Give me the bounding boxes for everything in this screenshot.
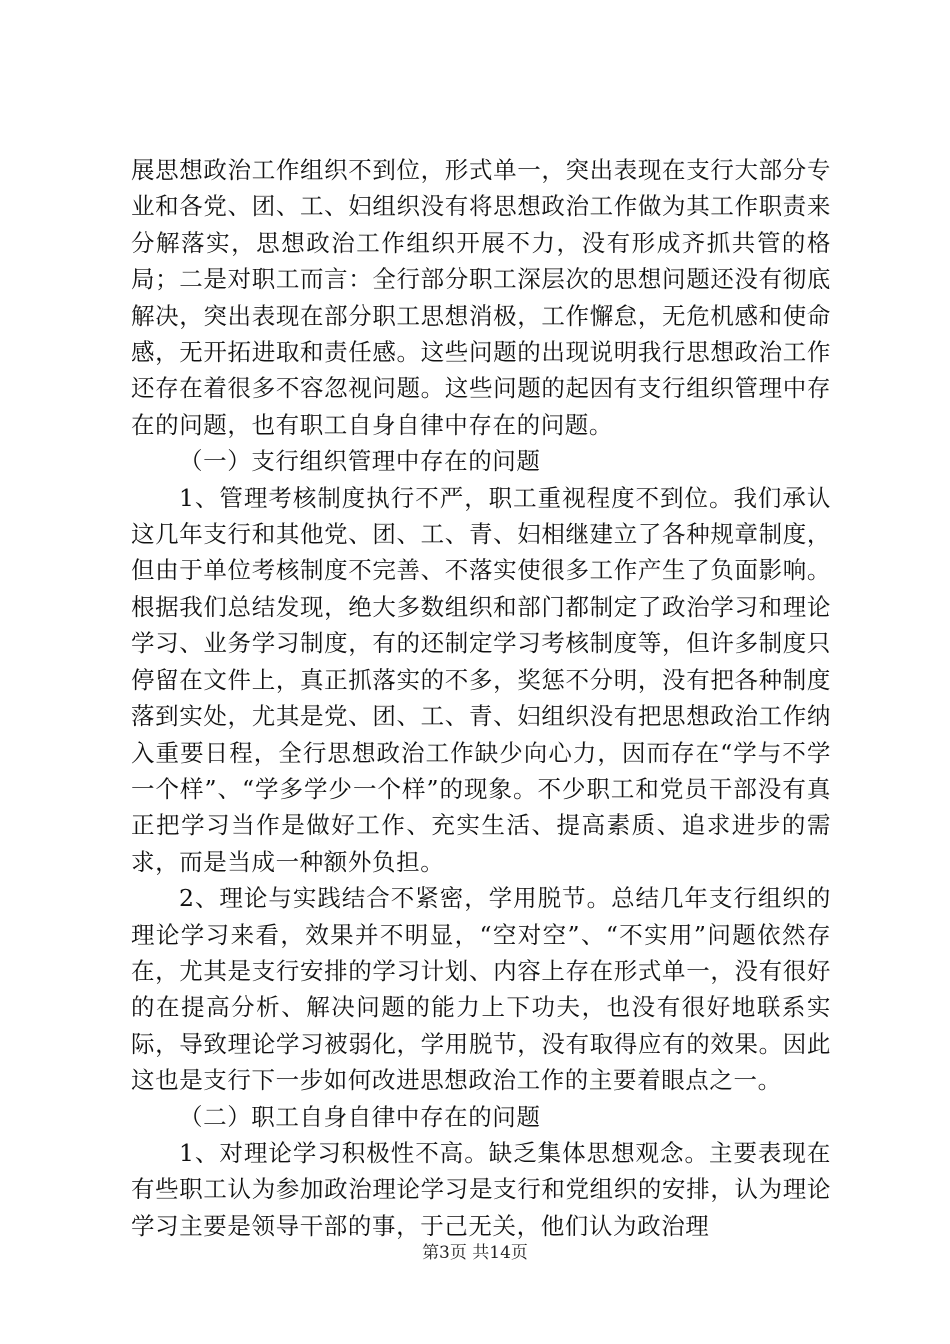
paragraph-point-1-2: 2、理论与实践结合不紧密，学用脱节。总结几年支行组织的理论学习来看，效果并不明显，“空对空”、“不实用”问题依然存在，尤其是支行安排的学习计划、内容上存在形式单一，没有很好的在提高分析、解决问题的能力上下功夫，也没有很好地联系实际，导致理论学习被弱化，学用脱节，没有取得应有的效果。因此这也是支行下一步如何改进思想政治工作的主要着眼点之一。 (131, 884, 831, 1095)
paragraph-intro: 展思想政治工作组织不到位，形式单一，突出表现在支行大部分专业和各党、团、工、妇组织没有将思想政治工作做为其工作职责来分解落实，思想政治工作组织开展不力，没有形成齐抓共管的格局；二是对职工而言：全行部分职工深层次的思想问题还没有彻底解决，突出表现在部分职工思想消极，工作懈怠，无危机感和使命感，无开拓进取和责任感。这些问题的出现说明我行思想政治工作还存在着很多不容忽视问题。这些问题的起因有支行组织管理中存在的问题，也有职工自身自律中存在的问题。 (131, 156, 831, 439)
paragraph-point-2-1: 1、对理论学习积极性不高。缺乏集体思想观念。主要表现在有些职工认为参加政治理论学习是支行和党组织的安排，认为理论学习主要是领导干部的事，于己无关，他们认为政治理 (131, 1138, 831, 1240)
section-heading-2: （二）职工自身自律中存在的问题 (179, 1102, 541, 1131)
document-body (131, 152, 831, 1244)
section-heading-1: （一）支行组织管理中存在的问题 (179, 447, 541, 476)
page-number-footer: 第3页 共14页 (422, 1243, 528, 1263)
paragraph-point-1-1: 1、管理考核制度执行不严，职工重视程度不到位。我们承认这几年支行和其他党、团、工、青、妇相继建立了各种规章制度，但由于单位考核制度不完善、不落实使很多工作产生了负面影响。根据我们总结发现，绝大多数组织和部门都制定了政治学习和理论学习、业务学习制度，有的还制定学习考核制度等，但许多制度只停留在文件上，真正抓落实的不多，奖惩不分明，没有把各种制度落到实处，尤其是党、团、工、青、妇组织没有把思想政治工作纳入重要日程，全行思想政治工作缺少向心力，因而存在“学与不学一个样”、“学多学少一个样”的现象。不少职工和党员干部没有真正把学习当作是做好工作、充实生活、提高素质、追求进步的需求，而是当成一种额外负担。 (131, 483, 831, 876)
